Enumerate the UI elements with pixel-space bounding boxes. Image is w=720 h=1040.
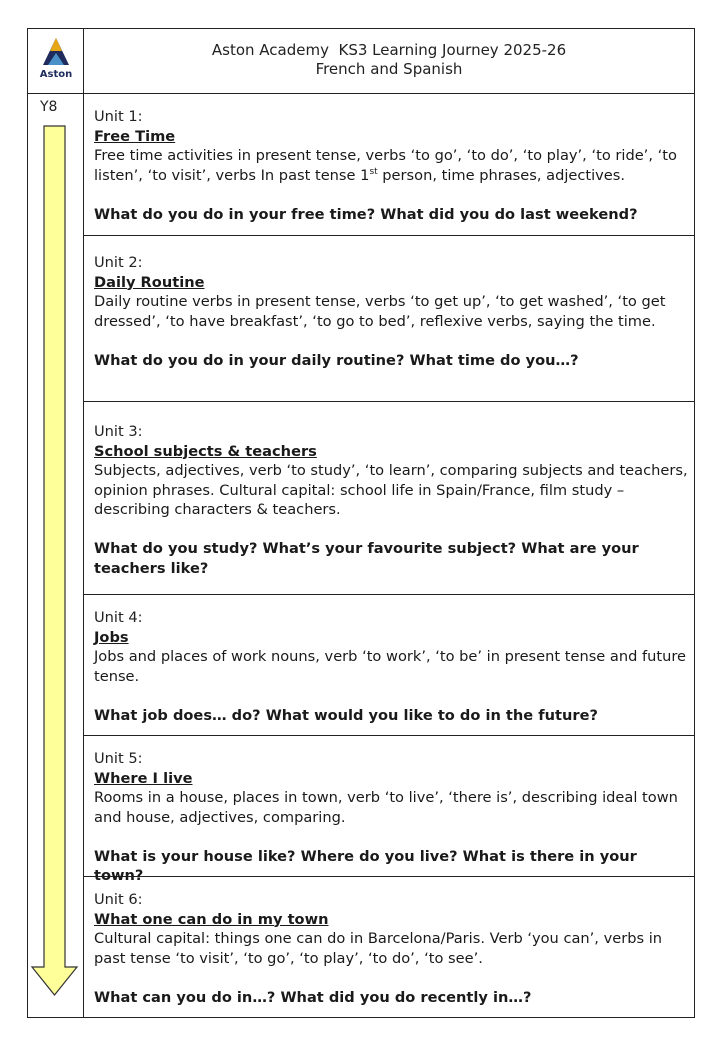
aston-logo-icon: [36, 35, 76, 69]
unit-key-question: What can you do in…? What did you do recently in…?: [94, 988, 532, 1006]
header-divider: [28, 93, 694, 94]
unit-key-question: What job does… do? What would you like to do in the future?: [94, 706, 598, 724]
unit-title: Daily Routine: [94, 273, 205, 291]
unit-title: School subjects & teachers: [94, 442, 317, 460]
unit-title: Jobs: [94, 628, 129, 646]
unit-2: [94, 253, 690, 370]
unit-key-question: What do you do in your free time? What did you do last weekend?: [94, 205, 638, 223]
year-label: Y8: [40, 99, 58, 115]
title-line-2: French and Spanish: [315, 60, 463, 78]
unit-label: Unit 2:: [94, 254, 143, 271]
unit-key-question: What do you do in your daily routine? What time do you…?: [94, 351, 579, 369]
unit-4: [94, 608, 690, 725]
unit-5: [94, 749, 690, 886]
unit-description: Daily routine verbs in present tense, verbs ‘to get up’, ‘to get washed’, ‘to get dressed’, ‘to have breakfast’, ‘to go to bed’, reflexive verbs, saying the time.: [94, 293, 666, 330]
unit-3: [94, 422, 690, 578]
unit-divider: [83, 594, 694, 595]
unit-divider: [83, 235, 694, 236]
unit-description: Cultural capital: things one can do in Barcelona/Paris. Verb ‘you can’, verbs in past tense ‘to visit’, ‘to go’, ‘to play’, ‘to do’, ‘to see’.: [94, 930, 663, 967]
unit-divider: [83, 401, 694, 402]
unit-description: Jobs and places of work nouns, verb ‘to work’, ‘to be’ in present tense and future tense.: [94, 648, 687, 685]
unit-label: Unit 4:: [94, 609, 143, 626]
learning-journey-table: [27, 28, 695, 1018]
unit-label: Unit 5:: [94, 750, 143, 767]
aston-logo: [36, 35, 76, 87]
column-divider: [83, 29, 84, 1017]
unit-label: Unit 6:: [94, 891, 143, 908]
unit-key-question: What is your house like? Where do you live? What is there in your town?: [94, 847, 637, 884]
unit-divider: [83, 735, 694, 736]
unit-key-question: What do you study? What’s your favourite subject? What are your teachers like?: [94, 540, 639, 577]
logo-wordmark: Aston: [39, 69, 73, 80]
unit-label: Unit 1:: [94, 108, 143, 125]
down-arrow-icon: [28, 119, 83, 1003]
unit-label: Unit 3:: [94, 423, 143, 440]
unit-description: Subjects, adjectives, verb ‘to study’, ‘to learn’, comparing subjects and teachers, opinion phrases. Cultural capital: school life in Spain/France, film study – describing characters & teachers.: [94, 462, 688, 518]
unit-title: Where I live: [94, 769, 193, 787]
unit-description: Free time activities in present tense, verbs ‘to go’, ‘to do’, ‘to play’, ‘to ride’, ‘to listen’, ‘to visit’, verbs In past tense 1st person, time phrases, adjectives.: [94, 147, 677, 184]
unit-title: What one can do in my town: [94, 910, 329, 928]
unit-1: [94, 107, 690, 224]
title-line-1: Aston Academy KS3 Learning Journey 2025-26: [211, 41, 567, 59]
unit-description: Rooms in a house, places in town, verb ‘to live’, ‘there is’, describing ideal town and house, adjectives, comparing.: [94, 789, 678, 826]
page-title: [84, 41, 694, 79]
unit-6: [94, 890, 690, 1007]
unit-title: Free Time: [94, 127, 176, 145]
